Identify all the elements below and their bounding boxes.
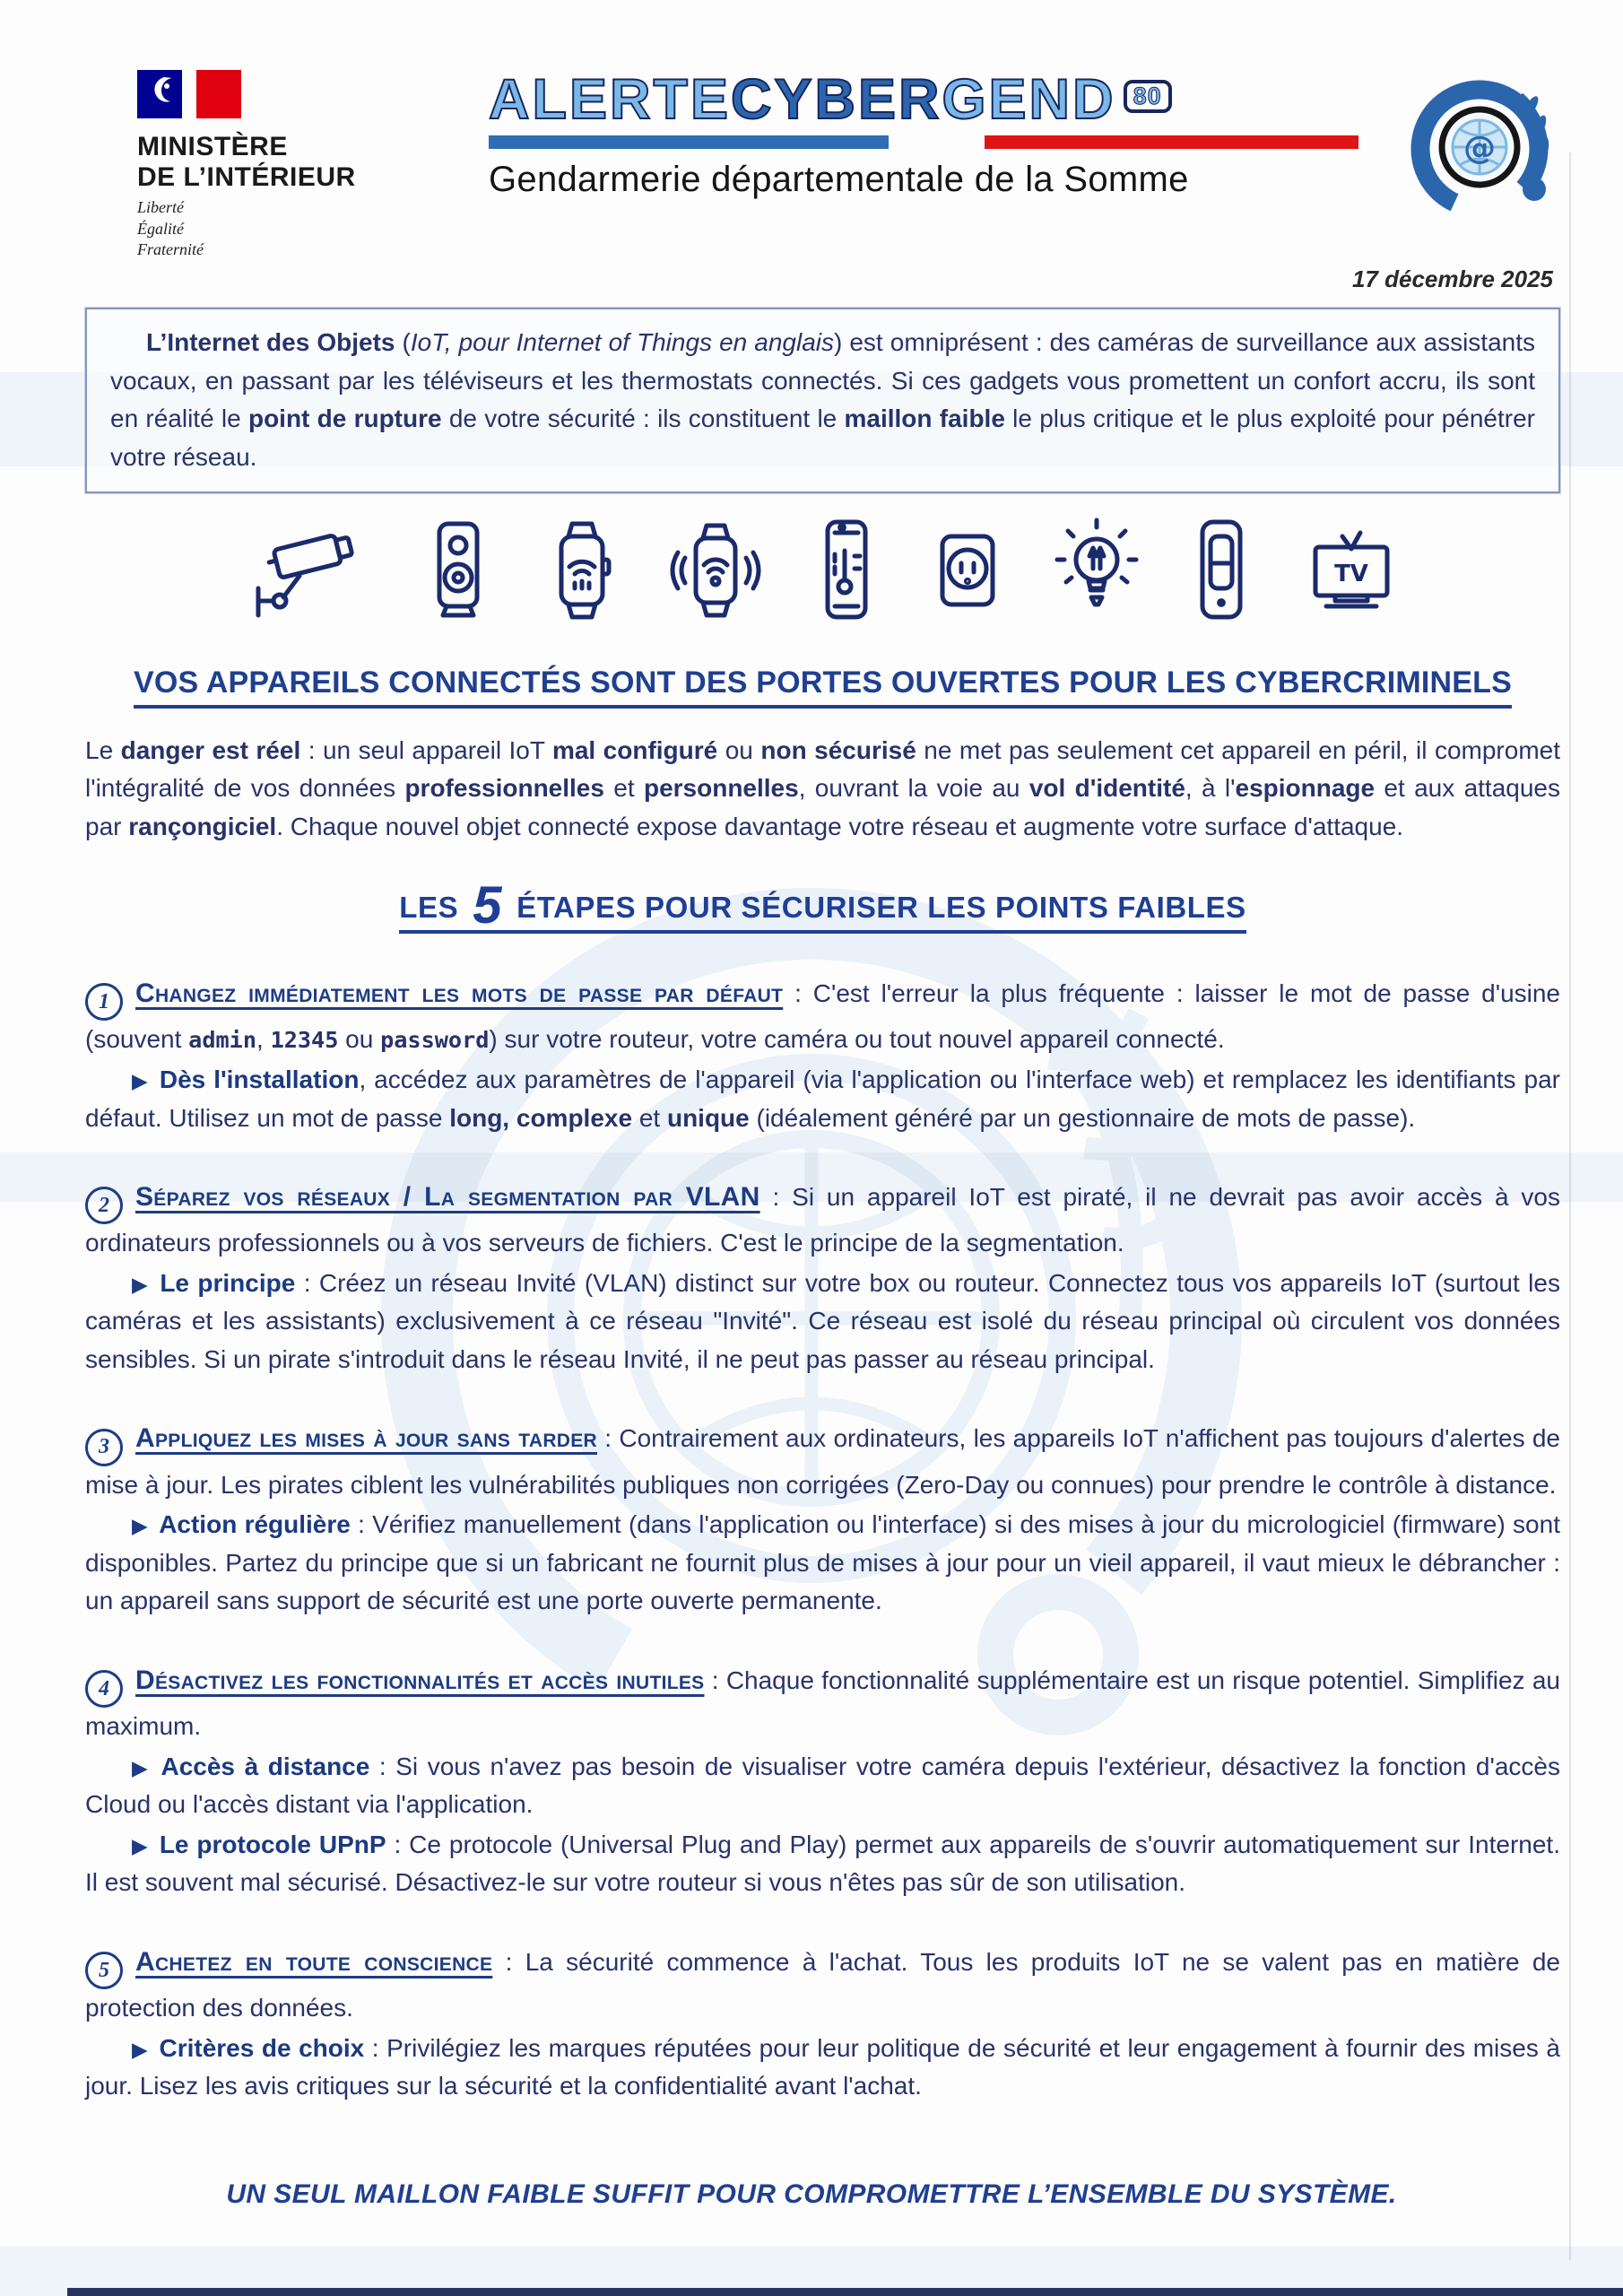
triangle-bullet-icon: ▶ — [132, 1272, 150, 1296]
step-5-number-icon: 5 — [85, 1952, 123, 1989]
ministry-title-line2: DE L’INTÉRIEUR — [137, 161, 356, 192]
document-date: 17 décembre 2025 — [1351, 265, 1553, 293]
smart-doorbell-icon — [1185, 517, 1256, 624]
step-2-subtext: : Créez un réseau Invité (VLAN) distinct sur votre box ou routeur. Connectez tous vos appareils IoT (surtout les caméras et les assistants) exclusivement à ce réseau "Invité". Ce réseau est isolé du réseau principal où circulent vos données sensibles. Si un pirate s'introduit dans le réseau Invité, il ne peut pas passer au réseau principal. — [85, 1268, 1560, 1373]
tv-label: TV — [1334, 560, 1368, 587]
text-emphasis: mal configuré — [551, 735, 718, 764]
triangle-bullet-icon: ▶ — [132, 2037, 149, 2061]
text-emphasis: espionnage — [1235, 774, 1376, 803]
badge-80: 80 — [1124, 80, 1172, 113]
bottom-scan-bar — [67, 2288, 1623, 2296]
section1-title-wrap — [85, 665, 1560, 709]
step-4-subtext-1: : Si vous n'avez pas besoin de visualiser votre caméra depuis l'extérieur, désactivez la fonction d'accès Cloud ou l'accès distant via l'application. — [85, 1752, 1560, 1819]
text-emphasis: 12345 — [270, 1027, 339, 1054]
step-3-subpoint — [85, 1506, 1560, 1621]
triangle-bullet-icon: ▶ — [132, 1514, 149, 1538]
section2-title — [399, 876, 1246, 935]
text-emphasis: admin — [188, 1027, 256, 1054]
step-4-lead: Désactivez les fonctionnalités et accès inutiles — [135, 1665, 705, 1695]
step-5-paragraph — [85, 1942, 1560, 2028]
step-1-lead: Changez immédiatement les mots de passe par défaut — [135, 978, 784, 1009]
iot-icons-row — [242, 517, 1403, 624]
text-emphasis: long, complexe — [449, 1103, 633, 1132]
step-2-lead: Séparez vos réseaux / La segmentation par VLAN — [135, 1182, 760, 1213]
header — [85, 70, 1560, 260]
step-4-subpoint-1 — [85, 1748, 1560, 1824]
step-3-lead: Appliquez les mises à jour sans tarder — [135, 1423, 598, 1454]
wordmark-cyber: CYBER — [731, 68, 942, 131]
step-2-paragraph — [85, 1177, 1560, 1263]
section1-title: VOS APPAREILS CONNECTÉS SONT DES PORTES OUVERTES POUR LES CYBERCRIMINELS — [134, 665, 1512, 709]
smartwatch-sound-icon — [665, 517, 764, 624]
step-1-subtext: , accédez aux paramètres de l'appareil (via l'application ou l'interface web) et remplacez les identifiants par défaut. Utilisez un mot de passe long, complexe et unique (idéalement généré par un gestionnaire de mots de passe). — [85, 1065, 1560, 1132]
step-5-text: : La sécurité commence à l'achat. Tous les produits IoT ne se valent pas en matière de protection des données. — [85, 1947, 1560, 2022]
wordmark-alerte: ALERTE — [489, 68, 731, 131]
step-4-subpoint-2 — [85, 1826, 1560, 1902]
step-1-text: : C'est l'erreur la plus fréquente : laisser le mot de passe d'usine (souvent admin, 12345 ou password) sur votre routeur, votre caméra ou tout nouvel appareil connecté. — [85, 979, 1561, 1054]
step-2-number-icon: 2 — [85, 1187, 123, 1224]
step-2-text: : Si un appareil IoT est piraté, il ne devrait pas avoir accès à vos ordinateurs professionnels ou à vos serveurs de fichiers. C'est le principe de la segmentation. — [85, 1183, 1561, 1257]
cctv-camera-icon — [242, 517, 377, 624]
motto-fraternite: Fraternité — [137, 239, 204, 258]
emblem-block — [1394, 70, 1560, 229]
section2-title-pre: LES — [399, 891, 459, 925]
motto-liberte: Liberté — [137, 198, 184, 217]
step-3-subtitle: Action régulière — [159, 1510, 351, 1539]
text-emphasis: non sécurisé — [760, 735, 916, 764]
step-4-paragraph — [85, 1660, 1560, 1746]
step-1-subtitle: Dès l'installation — [159, 1065, 360, 1093]
smart-plug-icon — [926, 517, 1009, 624]
step-5-subtitle: Critères de choix — [159, 2033, 365, 2062]
cybergend-emblem-icon — [1406, 70, 1560, 224]
text-emphasis: professionnelles — [404, 774, 604, 803]
step-1-paragraph — [85, 973, 1560, 1059]
text-emphasis: point de rupture — [247, 404, 442, 433]
step-2-subtitle: Le principe — [160, 1268, 296, 1297]
step-3-paragraph — [85, 1418, 1560, 1504]
french-flag-icon — [137, 70, 243, 118]
text-emphasis: personnelles — [643, 774, 799, 803]
step-1 — [85, 973, 1560, 1137]
smart-tv-icon — [1299, 517, 1403, 624]
step-2 — [85, 1177, 1560, 1378]
step-4 — [85, 1660, 1560, 1902]
brand-bars — [489, 135, 1358, 149]
ministry-block — [85, 70, 489, 260]
ministry-title-line1: MINISTÈRE — [137, 132, 288, 161]
triangle-bullet-icon: ▶ — [132, 1755, 151, 1779]
text-emphasis: vol d'identité — [1028, 774, 1185, 803]
section2-title-wrap — [85, 876, 1560, 935]
step-1-number-icon: 1 — [85, 983, 123, 1021]
intro-paragraph: L’Internet des Objets (IoT, pour Internet of Things en anglais) est omniprésent : des caméras de surveillance aux assistants vocaux, en passant par les téléviseurs et les thermostats connectés. Si ces gadgets vous promettent un confort accru, ils sont en réalité le point de rupture de votre sécurité : ils constituent le maillon faible le plus critique et le plus exploité pour pénétrer votre réseau. — [110, 328, 1536, 471]
motto-egalite: Égalité — [137, 219, 184, 238]
brand-subtitle: Gendarmerie départementale de la Somme — [489, 160, 1189, 199]
smart-thermostat-phone-icon — [808, 517, 883, 624]
text-emphasis: maillon faible — [844, 404, 1005, 433]
text-emphasis: rançongiciel — [128, 812, 277, 840]
alertecybergend-wordmark — [489, 68, 1394, 131]
step-4-number-icon: 4 — [85, 1670, 123, 1708]
step-2-subpoint — [85, 1265, 1560, 1379]
text-emphasis: IoT, pour Internet of Things en anglais — [410, 328, 834, 357]
step-5-subtext: : Privilégiez les marques réputées pour leur politique de sécurité et leur engagement à fournir des mises à jour. Lisez les avis critiques sur la sécurité et la confidentialité avant l'achat. — [85, 2033, 1560, 2100]
text-emphasis: unique — [666, 1103, 750, 1132]
section2-title-number: 5 — [473, 876, 503, 935]
step-1-subpoint — [85, 1061, 1560, 1137]
emblem-at-glyph: @ — [1463, 130, 1496, 167]
triangle-bullet-icon: ▶ — [132, 1833, 149, 1857]
smartwatch-wifi-icon — [540, 517, 622, 624]
step-4-subtitle-2: Le protocole UPnP — [159, 1830, 386, 1858]
step-4-subtitle-1: Accès à distance — [161, 1752, 370, 1780]
step-5 — [85, 1942, 1560, 2106]
text-emphasis: L’Internet des Objets — [146, 328, 395, 357]
step-3-subtext: : Vérifiez manuellement (dans l'application ou l'interface) si des mises à jour du micrologiciel (firmware) sont disponibles. Partez du principe que si un fabricant ne fournit plus de mises à jour pour un vieil appareil, il vaut mieux le débrancher : un appareil sans support de sécurité est une porte ouverte permanente. — [85, 1510, 1560, 1615]
document-content — [0, 70, 1623, 2106]
footer-warning: UN SEUL MAILLON FAIBLE SUFFIT POUR COMPROMETTRE L’ENSEMBLE DU SYSTÈME. — [226, 2179, 1397, 2209]
danger-paragraph: Le danger est réel : un seul appareil IoT mal configuré ou non sécurisé ne met pas seulement cet appareil en péril, il compromet l'intégralité de vos données professionnelles et personnelles, ouvrant la voie au vol d'identité, à l'espionnage et aux attaques par rançongiciel. Chaque nouvel objet connecté expose davantage votre réseau et augmente votre surface d'attaque. — [85, 735, 1561, 840]
smart-bulb-icon — [1052, 517, 1141, 624]
step-5-lead: Achetez en toute conscience — [135, 1946, 493, 1977]
step-4-subtext-2: : Ce protocole (Universal Plug and Play) permet aux appareils de s'ouvrir automatiquement sur Internet. Il est souvent mal sécurisé. Désactivez-le sur votre routeur si vous n'êtes pas sûr de son utilisation. — [85, 1830, 1560, 1897]
red-bar — [985, 135, 1358, 149]
step-3-text: : Contrairement aux ordinateurs, les appareils IoT n'affichent pas toujours d'alertes de mise à jour. Les pirates ciblent les vulnérabilités publiques non corrigées (Zero-Day ou connues) pour prendre le contrôle à distance. — [85, 1424, 1560, 1499]
triangle-bullet-icon: ▶ — [132, 1068, 149, 1092]
brand-block — [489, 70, 1394, 200]
text-emphasis: danger est réel — [120, 735, 301, 764]
blue-bar — [489, 135, 889, 149]
ministry-motto — [137, 197, 489, 260]
step-5-subpoint — [85, 2030, 1560, 2106]
step-3-number-icon: 3 — [85, 1429, 123, 1466]
section2-title-post: ÉTAPES POUR SÉCURISER LES POINTS FAIBLES — [516, 891, 1246, 925]
step-4-text: : Chaque fonctionnalité supplémentaire est un risque potentiel. Simplifiez au maximum. — [85, 1665, 1560, 1741]
intro-box — [85, 308, 1560, 492]
smart-speaker-icon — [420, 517, 497, 624]
wordmark-gend: GEND — [942, 68, 1116, 131]
step-3 — [85, 1418, 1560, 1620]
text-emphasis: password — [380, 1027, 490, 1054]
ministry-title — [137, 132, 489, 192]
